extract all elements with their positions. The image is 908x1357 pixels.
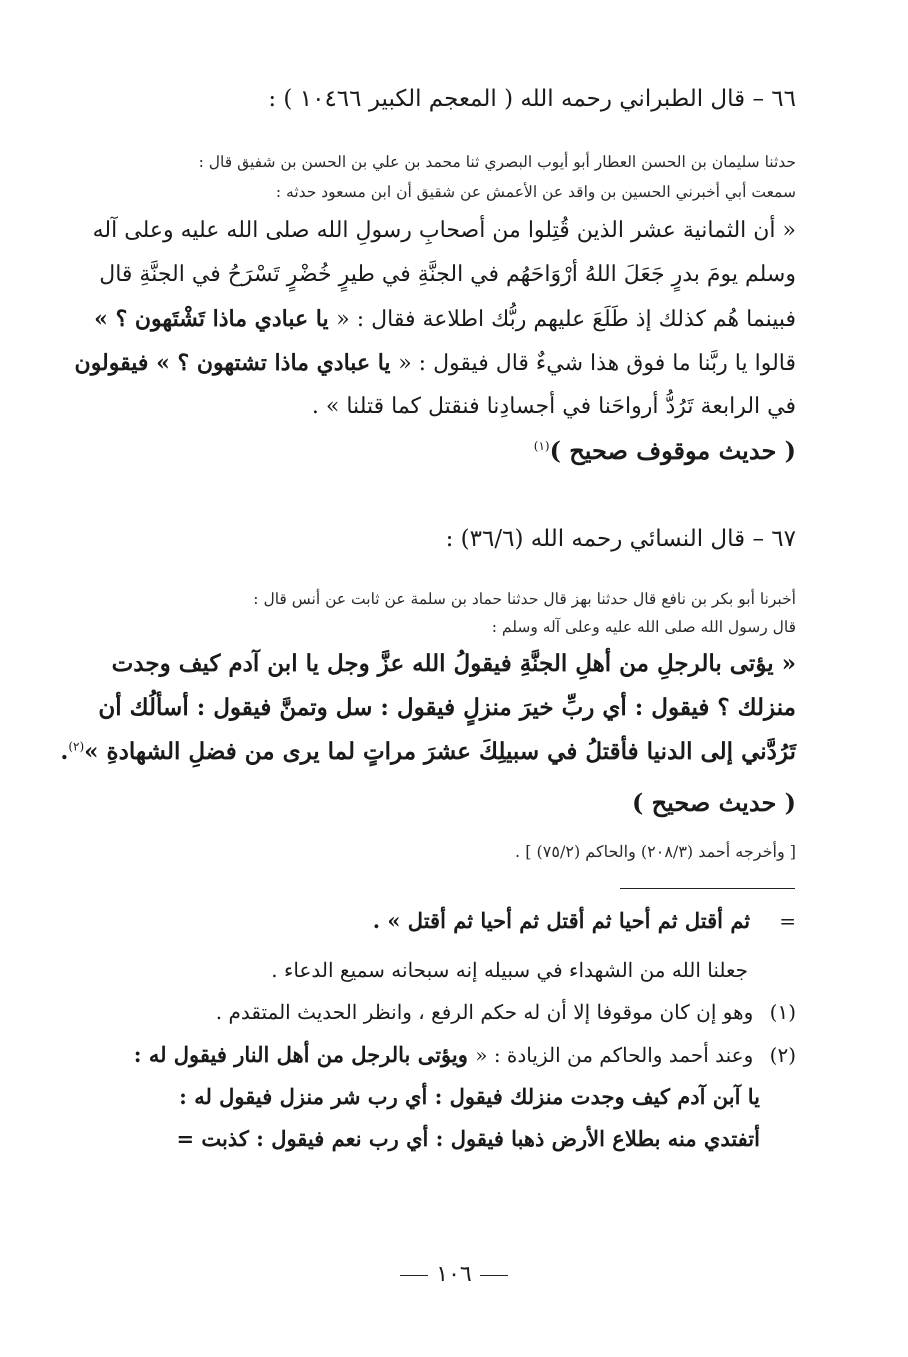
hadith-67-grade: ( حديث صحيح ) <box>631 788 796 817</box>
matn-bold-text: فيقولون <box>74 350 157 376</box>
hadith-67-matn-line-2: منزلك ؟ فيقول : أي ربِّ خيرَ منزلٍ فيقول : سل وتمنَّ فيقول : أسألُك أن <box>98 694 796 721</box>
hadith-66-matn-line-2: وسلم يومَ بدرٍ جَعَلَ اللهُ أرْوَاحَهُم في الجنَّةِ في طيرٍ خُضْرٍ تَسْرَحُ في الجنَّةِ قال <box>99 262 796 287</box>
hadith-67-heading: ٦٧ – قال النسائي رحمه الله (٣٦/٦) : <box>445 526 796 552</box>
hadith-67-reference: [ وأخرجه أحمد (٢٠٨/٣) والحاكم (٧٥/٢) ] . <box>515 842 796 861</box>
hadith-67-matn-line-1: « يؤتى بالرجلِ من أهلِ الجنَّةِ فيقولُ الله عزَّ وجل يا ابن آدم كيف وجدت <box>111 650 796 677</box>
grade-text: ( حديث موقوف صحيح ) <box>549 436 796 465</box>
hadith-66-isnad-line-2: سمعت أبي أخبرني الحسين بن واقد عن الأعمش عن شقيق أن ابن مسعود حدثه : <box>275 183 796 201</box>
hadith-66-matn-line-4 <box>74 350 796 376</box>
footnote-1 <box>95 1000 796 1024</box>
footnote-number: (٢) <box>769 1043 796 1067</box>
footnote-2-line-2: يا آبن آدم كيف وجدت منزلك فيقول : أي رب شر منزل فيقول له : <box>179 1084 760 1109</box>
footnote-divider <box>620 888 795 889</box>
footnote-continuation <box>95 908 796 933</box>
footnote-2-line-3: أتفتدي منه بطلاع الأرض ذهبا فيقول : أي رب نعم فيقول : كذبت = <box>176 1126 760 1151</box>
hadith-67-isnad-line-2: قال رسول الله صلى الله عليه وعلى آله وسلم : <box>491 618 796 636</box>
dash-left <box>480 1275 508 1276</box>
hadith-67-isnad-line-1: أخبرنا أبو بكر بن نافع قال حدثنا بهز قال حدثنا حماد بن سلمة عن ثابت عن أنس قال : <box>253 590 796 608</box>
footnote-number: (١) <box>769 1000 796 1024</box>
footnote-2 <box>95 1042 796 1067</box>
matn-bold-text: يا عبادي ماذا تَشْتَهون ؟ » <box>94 306 337 332</box>
matn-text: قالوا يا ربَّنا ما فوق هذا شيءٌ قال فيقول : « <box>398 351 796 376</box>
footnote-marker: (١) <box>533 439 550 453</box>
footnote-text: وعند أحمد والحاكم من الزيادة : « <box>475 1043 754 1067</box>
hadith-67-matn-line-3 <box>60 738 796 765</box>
continuation-text: ثم أقتل ثم أحيا ثم أقتل ثم أحيا ثم أقتل » . <box>372 908 751 933</box>
continuation-mark: = <box>779 909 796 933</box>
matn-text: تَرُدَّني إلى الدنيا فأقتلُ في سبيلِكَ عشرَ مراتٍ لما يرى من فضلِ الشهادةِ » <box>84 738 796 765</box>
matn-text: فبينما هُم كذلك إذ طَلَعَ عليهم ربُّك اطلاعة فقال : « <box>336 307 796 332</box>
footnote-bold-text: ويؤتى بالرجل من أهل النار فيقول له : <box>133 1042 476 1067</box>
footnote-dua: جعلنا الله من الشهداء في سبيله إنه سبحانه سميع الدعاء . <box>271 958 748 982</box>
matn-bold-text: يا عبادي ماذا تشتهون ؟ » <box>156 350 399 376</box>
footnote-text: وهو إن كان موقوفا إلا أن له حكم الرفع ، وانظر الحديث المتقدم . <box>215 1000 754 1024</box>
matn-text: . <box>60 738 69 765</box>
hadith-66-grade <box>95 436 796 465</box>
hadith-66-matn-line-5: في الرابعة تَرُدُّ أرواحَنا في أجسادِنا فنقتل كما قتلنا » . <box>311 394 796 419</box>
dash-right <box>400 1275 428 1276</box>
page-number <box>0 1262 908 1287</box>
hadith-66-heading: ٦٦ – قال الطبراني رحمه الله ( المعجم الكبير ١٠٤٦٦ ) : <box>268 86 796 112</box>
hadith-66-isnad-line-1: حدثنا سليمان بن الحسن العطار أبو أيوب البصري ثنا محمد بن علي بن الحسن بن شفيق قال : <box>198 153 796 171</box>
hadith-66-matn-line-3 <box>95 306 796 332</box>
footnote-marker: (٢) <box>68 739 85 754</box>
page-number-text: ١٠٦ <box>436 1262 472 1287</box>
hadith-66-matn-line-1: « أن الثمانية عشر الذين قُتِلوا من أصحابِ رسولِ الله صلى الله عليه وعلى آله <box>92 218 796 243</box>
